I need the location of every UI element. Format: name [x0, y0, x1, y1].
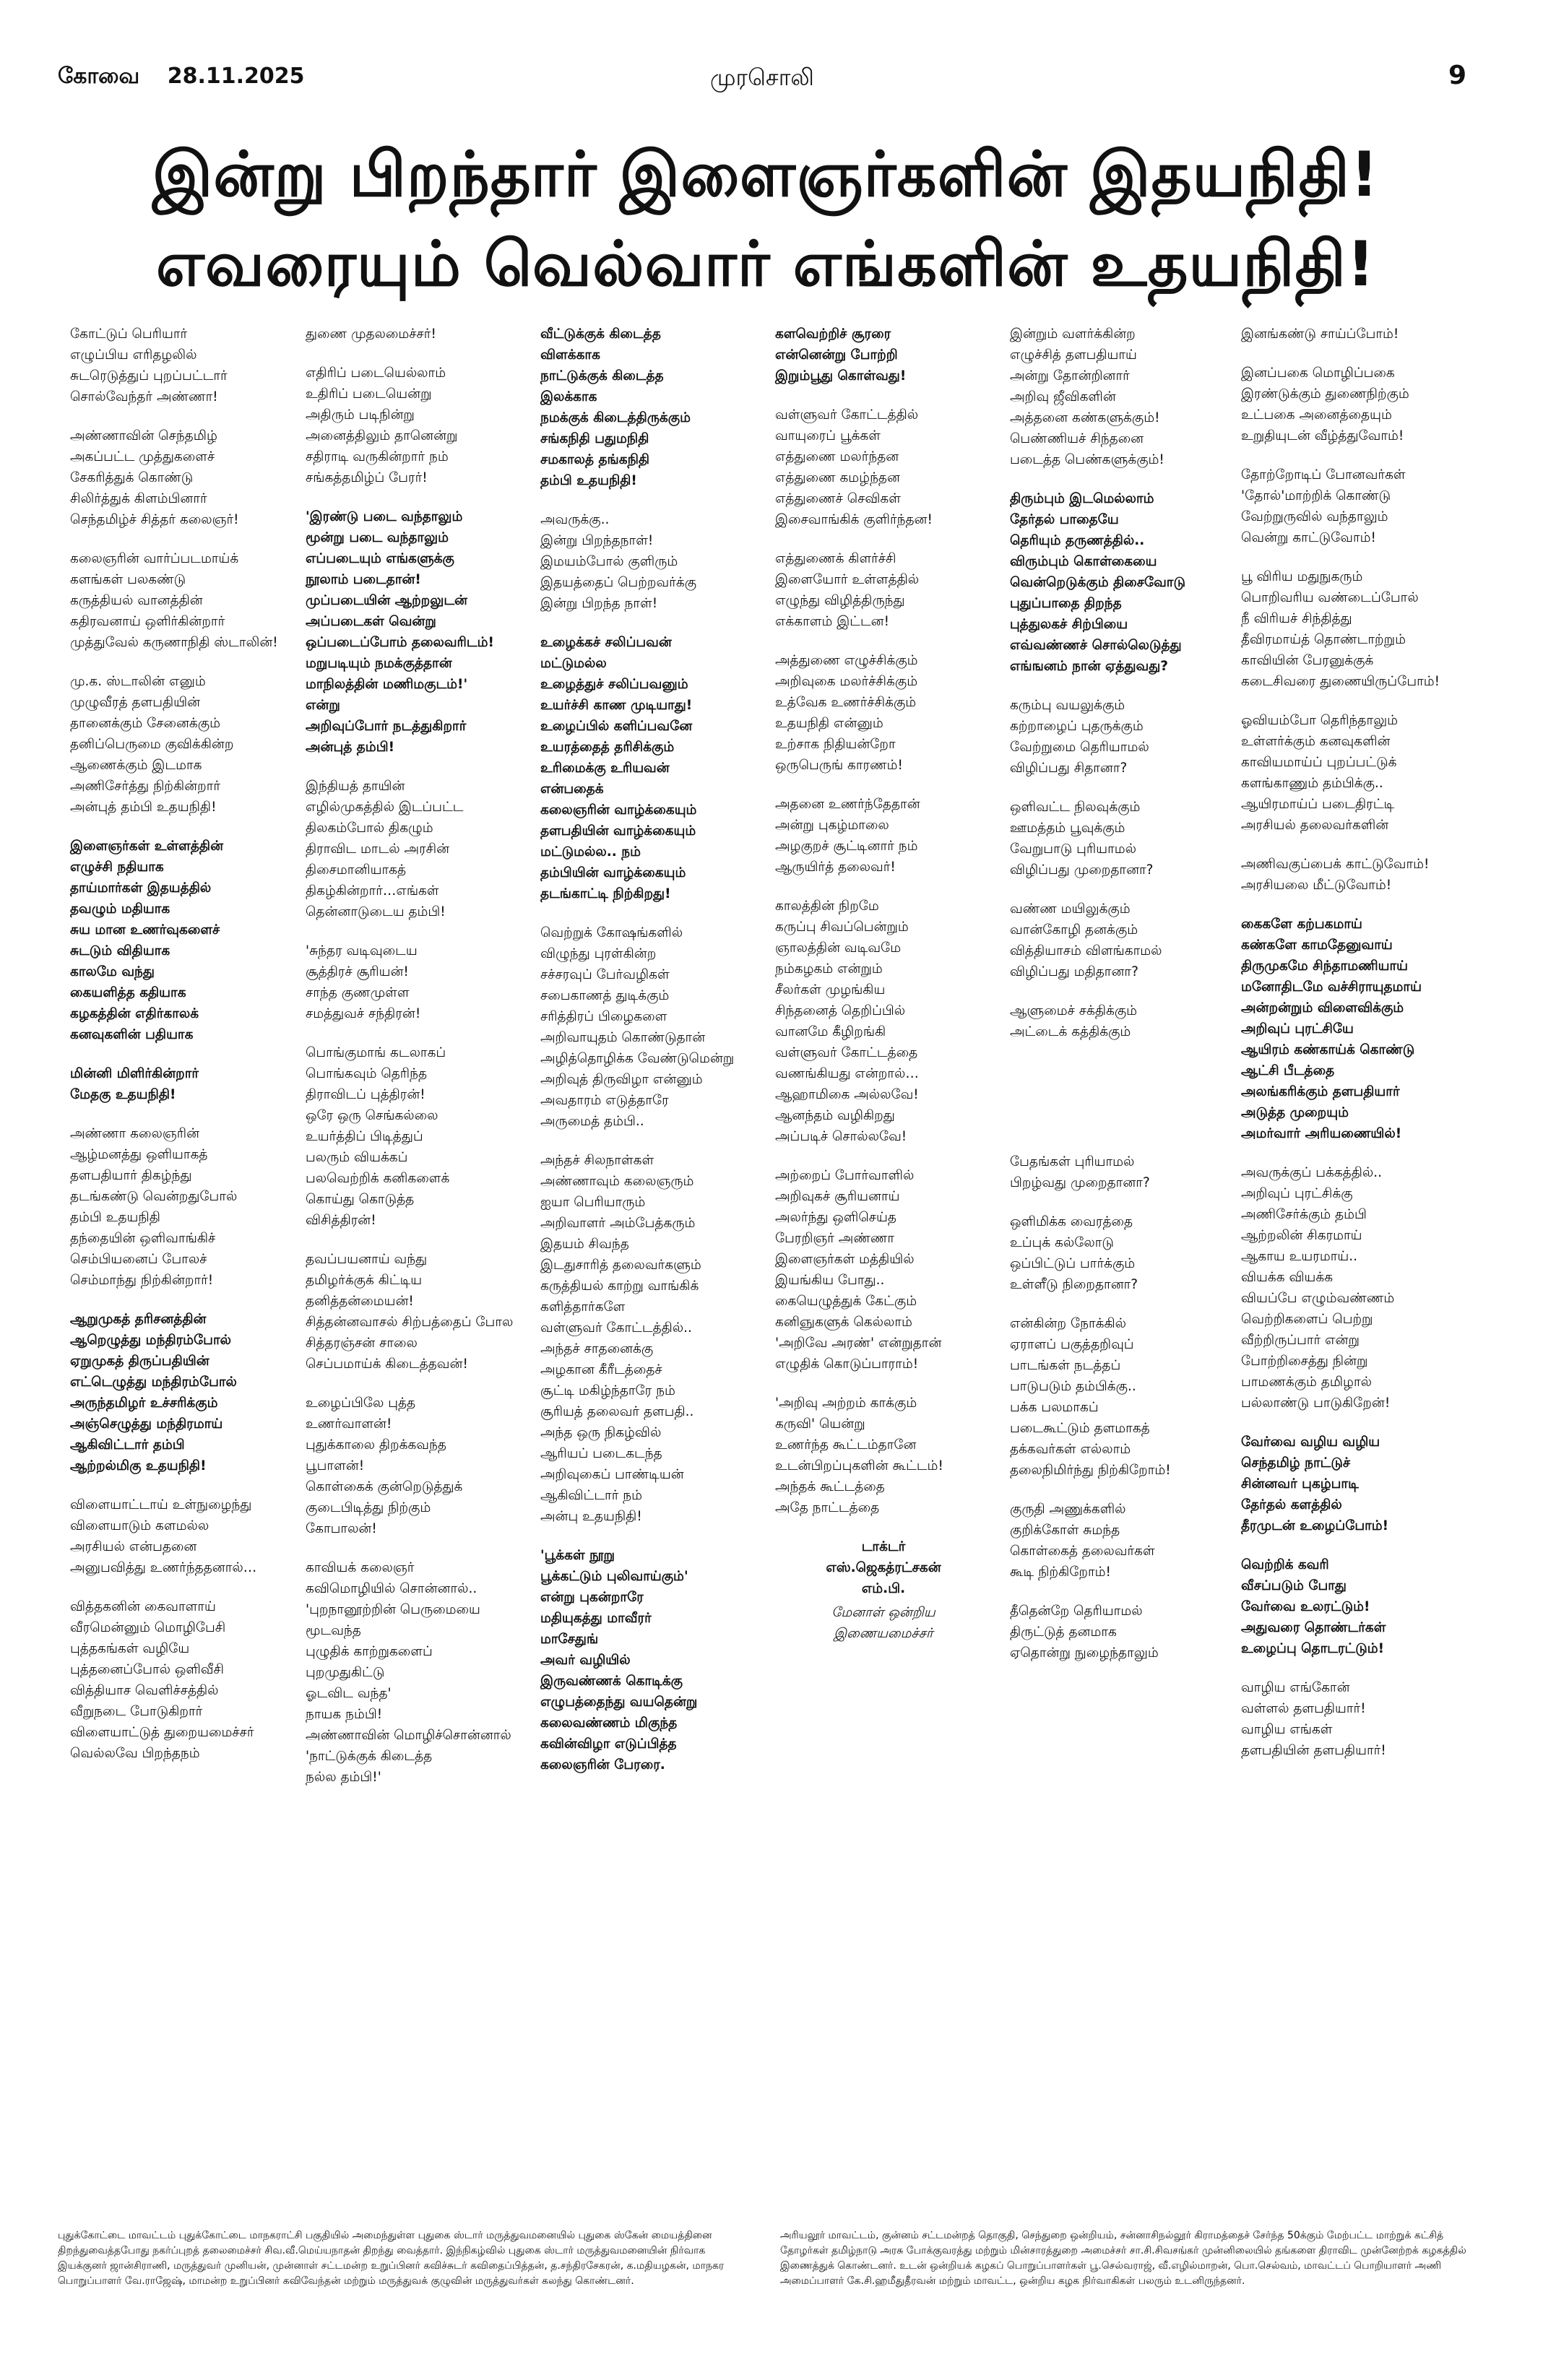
poem-stanza: குருதி அணுக்களில் குறிக்கோள் சுமந்த கொள்கைத் தலைவர்கள் கூடி நிற்கிறோம்!	[1010, 1502, 1155, 1580]
poem-stanza: தீதென்றே தெரியாமல் திருட்டுத் தனமாக ஏதொன்று நுழைந்தாலும்	[1010, 1604, 1159, 1661]
author-role: மேனாள் ஒன்றிய இணையமைச்சர்	[831, 1605, 935, 1641]
author-signature	[775, 1536, 992, 1644]
poem-stanza: உழைக்கச் சலிப்பவன் மட்டுமல்ல உழைத்துச் சலிப்பவனும் உயர்ச்சி காண முடியாது! உழைப்பில் களிப்பவனே உயரத்தைத் தரிசிக்கும் உரிமைக்கு உரியவன் என்பதைக் கலைஞரின் வாழ்க்கையும் தளபதியின் வாழ்க்கையும் மட்டுமல்ல.. நம் தம்பியின் வாழ்க்கையும் தடங்காட்டி நிற்கிறது!	[540, 635, 697, 901]
poem-stanza: கரும்பு வயலுக்கும் கற்றாழைப் புதருக்கும் வேற்றுமை தெரியாமல் விழிப்பது சிதானா?	[1010, 698, 1149, 776]
poem-stanza: 'பூக்கள் நூறு பூக்கட்டும் புலிவாய்கும்' என்று புகன்றாரே மதியுகத்து மாவீரர் மாசேதுங் அவர் வழியில் இருவண்ணக் கொடிக்கு எழுபத்தைந்து வயதென்று கலைவண்ணம் மிகுந்த கவின்விழா எடுப்பித்த கலைஞரின் பேரரை.	[540, 1548, 698, 1773]
poem-stanza: வள்ளுவர் கோட்டத்தில் வாயுரைப் பூக்கள் எத்துணை மலர்ந்தன எத்துணை கமழ்ந்தன எத்துணைச் செவிகள் இசைவாங்கிக் குளிர்ந்தன!	[775, 407, 933, 527]
page-number: 9	[1448, 61, 1466, 90]
poem-stanza: இளைஞர்கள் உள்ளத்தின் எழுச்சி நதியாக தாய்மார்கள் இதயத்தில் தவழும் மதியாக சுய மான உணர்வுகளைச் சுடடும் விதியாக காலமே வந்து கையளித்த கதியாக கழகத்தின் எதிர்காலக் கனவுகளின் பதியாக	[70, 839, 224, 1042]
poem-column-1	[70, 324, 280, 1782]
poem-stanza: தோற்றோடிப் போனவர்கள் 'தோல்'மாற்றிக் கொண்டு வேற்றுருவில் வந்தாலும் வென்று காட்டுவோம்!	[1241, 467, 1406, 545]
poem-stanza: அண்ணா கலைஞரின் ஆழ்மனத்து ஒளியாகத் தளபதியார் திகழ்ந்து தடங்கண்டு வென்றதுபோல் தம்பி உதயநிதி தந்தையின் ஒளிவாங்கிச் செம்பியனைப் போலச் செம்மாந்து நிற்கின்றார்!	[70, 1126, 238, 1288]
edition-date: 28.11.2025	[167, 64, 305, 89]
caption-left: புதுக்கோட்டை மாவட்டம் புதுக்கோட்டை மாநகராட்சி பகுதியில் அமைந்துள்ள புதுகை ஸ்டார் மருத்துவமனையில் புதுகை ஸ்கேன் மையத்தினை திறந்துவைத்தபோது நகர்ப்புறத் தலைமைச்சர் சிவ.வீ.மெய்யநாதன் திறந்து வைத்தார். இந்நிகழ்வில் புதுகை ஸ்டார் மருத்துவமனையின் நிர்வாக இயக்குனர் ஜான்சிராணி, மருத்துவர் முனியன், முன்னாள் சட்டமன்ற உறுப்பினர் கவிச்சுடர் கவிதைப்பித்தன், த.சந்திரசேகரன், க.மதியழகன், மாநகர பொறுப்பாளர் வே.ராஜேஷ், மாமன்ற உறுப்பினர் கவிவேந்தன் மற்றும் மருத்துவக் குழுவின் மருத்துவர்கள் கலந்து கொண்டனர்.	[58, 2230, 725, 2287]
poem-stanza: அணிவகுப்பைக் காட்டுவோம்! அரசியலை மீட்டுவோம்!	[1241, 857, 1430, 893]
poem-stanza: துணை முதலமைச்சர்!	[306, 326, 436, 342]
poem-stanza: வெற்றுக் கோஷங்களில் விழுந்து புரள்கின்ற சச்சரவுப் பேர்வழிகள் சபைகாணத் துடிக்கும் சரித்திரப் பிழைகளை அறிவாயுதம் கொண்டுதான் அழித்தொழிக்க வேண்டுமென்று அறிவுத் திருவிழா என்னும் அவதாரம் எடுத்தாரே அருமைத் தம்பி..	[540, 925, 735, 1129]
poem-stanza: அந்தச் சிலநாள்கள் அண்ணாவும் கலைஞரும் ஐயா பெரியாரும் அறிவாளர் அம்பேத்கரும் இதயம் சிவந்த இடதுசாரித் தலைவர்களும் கருத்தியல் காற்று வாங்கிக் களித்தார்களே வள்ளுவர் கோட்டத்தில்.. அந்தச் சாதனைக்கு அழகான கீரீடத்தைச் சூட்டி மகிழ்ந்தாரே நம் சூரியத் தலைவர் தளபதி.. அந்த ஒரு நிகழ்வில் ஆரியப் படைகடந்த அறிவுகைப் பாண்டியன் ஆகிவிட்டார் நம் அன்பு உதயநிதி!	[540, 1153, 701, 1524]
poem-stanza: வித்தகனின் கைவாளாய் வீரமென்னும் மொழிபேசி புத்தகங்கள் வழியே புத்தனைப்போல் ஒளிவீசி வித்தியாச வெளிச்சத்தில் வீறுநடை போடுகிறார் விளையாட்டுத் துறையமைச்சர் வெல்லவே பிறந்தநம்	[70, 1599, 254, 1761]
poem-stanza: இனப்பகை மொழிப்பகை இரண்டுக்கும் துணைநிற்கும் உட்பகை அனைத்தையும் உறுதியுடன் வீழ்த்துவோம்!	[1241, 365, 1409, 443]
poem-column-3	[540, 324, 757, 1793]
poem-stanza: வாழிய எங்கோன் வள்ளல் தளபதியார்! வாழிய எங்கள் தளபதியின் தளபதியார்!	[1241, 1680, 1386, 1758]
poem-stanza: ஒளிமிக்க வைரத்தை உப்புக் கல்லோடு ஒப்பிட்டுப் பார்க்கும் உள்ளீடு நிறைதானா?	[1010, 1214, 1138, 1292]
poem-stanza: வெற்றிக் கவரி வீசப்படும் போது வேர்வை உலரட்டும்! அதுவரை தொண்டர்கள் உழைப்பு தொடரட்டும்!	[1241, 1557, 1386, 1656]
poem-stanza: மின்னி மிளிர்கின்றார் மேதகு உதயநிதி!	[70, 1066, 199, 1102]
poem-stanza: களவெற்றிச் சூரரை என்னென்று போற்றி இறும்பூது கொள்வது!	[775, 326, 907, 384]
poem-stanza: வண்ண மயிலுக்கும் வான்கோழி தனக்கும் வித்தியாசம் விளங்காமல் விழிப்பது மதிதானா?	[1010, 901, 1162, 979]
poem-stanza: கைகளே கற்பகமாய் கண்களே காமதேனுவாய் திருமுகமே சிந்தாமணியாய் மனோதிடமே வச்சிராயுதமாய் அன்றன்றும் விளைவிக்கும் அறிவுப் புரட்சியே ஆயிரம் கண்காய்க் கொண்டு ஆட்சி பீடத்தை அலங்கரிக்கும் தளபதியார் அடுத்த முறையும் அமர்வார் அரியணையில்!	[1241, 917, 1422, 1141]
poem-stanza: எதிரிப் படையெல்லாம் உதிரிப் படையென்று அதிரும் படிநின்று அனைத்திலும் தானென்று சதிராடி வருகின்றார் நம் சங்கத்தமிழ்ப் பேரர்!	[306, 365, 458, 485]
poem-columns	[0, 324, 1543, 2216]
poem-stanza: உழைப்பிலே புத்த உணர்வாளன்! புதுக்காலை திறக்கவந்த பூபாளன்! கொள்கைக் குன்றெடுத்துக் குடைபிடித்து நிற்கும் கோபாலன்!	[306, 1395, 463, 1536]
edition-place: கோவை	[58, 64, 140, 89]
poem-stanza: திரும்பும் இடமெல்லாம் தேர்தல் பாதையே தெரியும் தருணத்தில்.. விரும்பும் கொள்கையை வென்றெடுக்கும் திசைவோடு புதுப்பாதை திறந்த புத்துலகச் சிற்பியை எவ்வண்ணச் சொல்லெடுத்து எங்ஙனம் நான் ஏத்துவது?	[1010, 491, 1185, 674]
poem-stanza: ஆளுமைச் சக்திக்கும் அட்டைக் கத்திக்கும்	[1010, 1003, 1138, 1039]
poem-stanza: 'அறிவு அற்றம் காக்கும் கருவி' யென்று உணர்ந்த கூட்டம்தானே உடன்பிறப்புகளின் கூட்டம்! அந்தக் கூட்டத்தை அதே நாட்டத்தை	[775, 1395, 943, 1515]
poem-stanza: பேதங்கள் புரியாமல் பிறழ்வது முறைதானா?	[1010, 1154, 1150, 1190]
poem-stanza: பொங்குமாங் கடலாகப் பொங்கவும் தெரிந்த திராவிடப் புத்திரன்! ஒரே ஒரு செங்கல்லை உயர்த்திப் பிடித்துப் பலரும் வியக்கப் பலவெற்றிக் கனிகளைக் கொய்து கொடுத்த விசித்திரன்!	[306, 1045, 450, 1228]
poem-column-6	[1241, 324, 1472, 1779]
poem-stanza: ஓவியம்போ தெரிந்தாலும் உள்ளர்க்கும் கனவுகளின் காவியமாய்ப் புறப்பட்டுக் களங்காணும் தம்பிக்கு.. ஆயிரமாய்ப் படைதிரட்டி அரசியல் தலைவர்களின்	[1241, 713, 1399, 833]
poem-stanza: அத்துணை எழுச்சிக்கும் அறிவுகை மலர்ச்சிக்கும் உத்வேக உணர்ச்சிக்கும் உதயநிதி என்னும் உற்சாக நிதியன்றோ ஒருபெருங் காரணம்!	[775, 653, 918, 773]
poem-stanza: வீட்டுக்குக் கிடைத்த விளக்காக நாட்டுக்குக் கிடைத்த இலக்காக நமக்குக் கிடைத்திருக்கும் சங்கநிதி பதுமநிதி சமகாலத் தங்கநிதி தம்பி உதயநிதி!	[540, 326, 691, 488]
poem-stanza: 'இரண்டு படை வந்தாலும் மூன்று படை வந்தாலும் எப்படையும் எங்களுக்கு நூலாம் படைதான்! முப்படையின் ஆற்றலுடன் அப்படைகள் வென்று ஒப்படைப்போம் தலைவரிடம்! மறுபடியும் நமக்குத்தான் மாநிலத்தின் மணிமகுடம்!' என்று அறிவுப்போர் நடத்துகிறார் அன்புத் தம்பி!	[306, 509, 494, 755]
poem-stanza: பூ விரிய மதுநுகரும் பொறிவரிய வண்டைப்போல் நீ விரியச் சிந்தித்து தீவிரமாய்த் தொண்டாற்றும் காவியின் பேரனுக்குக் கடைசிவரை துணையிருப்போம்!	[1241, 569, 1440, 689]
poem-stanza: அவருக்குப் பக்கத்தில்.. அறிவுப் புரட்சிக்கு அணிசேர்க்கும் தம்பி ஆற்றலின் சிகரமாய் ஆகாய உயரமாய்.. வியக்க வியக்க வியப்பே எழும்வண்ணம் வெற்றிகளைப் பெற்று வீற்றிருப்பார் என்று போற்றிசைத்து நின்று பாமணக்கும் தமிழால் பல்லாண்டு பாடுகிறேன்!	[1241, 1165, 1395, 1411]
poem-stanza: வேர்வை வழிய வழிய செந்தமிழ் நாட்டுச் சின்னவர் புகழ்பாடி தேர்தல் களத்தில் தீரமுடன் உழைப்போம்!	[1241, 1435, 1389, 1533]
column-gap	[1010, 1060, 1227, 1151]
poem-stanza: அற்றைப் போர்வாளில் அறிவுகச் சூரியனாய் அலர்ந்து ஒளிசெய்த பேரறிஞர் அண்ணா இளைஞர்கள் மத்தியில் இயங்கிய போது.. கையெழுத்துக் கேட்கும் கனிஞுகளுக் கெல்லாம் 'அறிவே அரண்' என்றுதான் எழுதிக் கொடுப்பாராம்!	[775, 1168, 942, 1372]
author-name: டாக்டர் எஸ்.ஜெகத்ரட்சகன் எம்.பி.	[826, 1539, 941, 1596]
poem-stanza: இனங்கண்டு சாய்ப்போம்!	[1241, 326, 1399, 342]
poem-stanza: காவியக் கலைஞர் கவிமொழியில் சொன்னால்.. 'புறநானூற்றின் பெருமையை மூடவந்த புழுதிக் காற்றுகளைப் புறமுதுகிட்டு ஓடவிட வந்த' நாயக நம்பி! அண்ணாவின் மொழிச்சொன்னால் 'நாட்டுக்குக் கிடைத்த நல்ல தம்பி!'	[306, 1560, 511, 1785]
newspaper-name: முரசொலி	[710, 64, 814, 91]
poem-stanza: காலத்தின் நிறமே கருப்பு சிவப்பென்றும் ஞாலத்தின் வடிவமே நம்கழகம் என்றும் சீலர்கள் முழங்கிய சிந்தனைத் தெறிப்பில் வானமே கீழிறங்கி வள்ளுவர் கோட்டத்தை வணங்கியது என்றால்… ஆஹாமிகை அல்லவே! ஆனந்தம் வழிகிறது அப்படிச் சொல்லவே!	[775, 899, 919, 1144]
headline-line-2: எவரையும் வெல்வார் எங்களின் உதயநிதி!	[155, 228, 1376, 300]
headline-line-1: இன்று பிறந்தார் இளைஞர்களின் இதயநிதி!	[152, 139, 1380, 211]
poem-stanza: அண்ணாவின் செந்தமிழ் அகப்பட்ட முத்துகளைச் சேகரித்துக் கொண்டு சிலிர்த்துக் கிளம்பினார் செந்தமிழ்ச் சித்தர் கலைஞர்!	[70, 428, 239, 527]
poem-stanza: இன்றும் வளர்க்கின்ற எழுச்சித் தளபதியாய் அன்று தோன்றினார் அறிவு ஜீவிகளின் அத்தனை கண்களுக்கும்! பெண்ணியச் சிந்தனை படைத்த பெண்களுக்கும்!	[1010, 326, 1164, 467]
page-header	[58, 61, 1466, 101]
poem-stanza: எத்துணைக் கிளர்ச்சி இளையோர் உள்ளத்தில் எழுந்து விழித்திருந்து எக்காளம் இட்டன!	[775, 551, 920, 629]
poem-stanza: 'சுந்தர வடிவுடைய சூத்திரச் சூரியன்! சாந்த குணமுள்ள சமத்துவச் சந்திரன்!	[306, 943, 421, 1021]
poem-stanza: கலைஞரின் வார்ப்படமாய்க் களங்கள் பலகண்டு கருத்தியல் வானத்தின் கதிரவனாய் ஒளிர்கின்றார் முத்துவேல் கருணாநிதி ஸ்டாலின்!	[70, 551, 278, 650]
poem-stanza: விளையாட்டாய் உள்நுழைந்து விளையாடும் களமல்ல அரசியல் என்பதனை அனுபவித்து உணர்ந்ததனால்…	[70, 1497, 257, 1575]
poem-stanza: அதனை உணர்ந்தேதான் அன்று புகழ்மாலை அழகுறச் சூட்டினார் நம் ஆருயிர்த் தலைவர்!	[775, 797, 920, 875]
poem-stanza: இந்தியத் தாயின் எழில்முகத்தில் இடப்பட்ட திலகம்போல் திகழும் திராவிட மாடல் அரசின் திசைமானியாகத் திகழ்கின்றார்…எங்கள் தென்னாடுடைய தம்பி!	[306, 779, 464, 919]
poem-stanza: கோட்டுப் பெரியார் எழுப்பிய எரிதழலில் சுடரெடுத்துப் புறப்பட்டார் சொல்வேந்தர் அண்ணா!	[70, 326, 228, 404]
poem-column-5	[1010, 324, 1227, 1682]
poem-stanza: தவப்பயனாய் வந்து தமிழர்க்குக் கிட்டிய தனித்தன்மையன்! சித்தன்னவாசல் சிற்பத்தைப் போல சித்தரஞ்சன் சாலை செப்பமாய்க் கிடைத்தவன்!	[306, 1252, 514, 1372]
poem-column-2	[306, 324, 522, 1806]
poem-stanza: மு.க. ஸ்டாலின் எனும் முழுவீரத் தளபதியின் தானைக்கும் சேனைக்கும் தனிப்பெருமை குவிக்கின்ற ஆணைக்கும் இடமாக அணிசேர்த்து நிற்கின்றார் அன்புத் தம்பி உதயநிதி!	[70, 674, 234, 815]
poem-stanza: ஒளிவட்ட நிலவுக்கும் ஊமத்தம் பூவுக்கும் வேறுபாடு புரியாமல் விழிப்பது முறைதானா?	[1010, 800, 1154, 878]
caption-right: அரியலூர் மாவட்டம், குன்னம் சட்டமன்றத் தொகுதி, செந்துறை ஒன்றியம், சன்னாசிநல்லூர் கிராமத்தைச் சேர்ந்த 50க்கும் மேற்பட்ட மாற்றுக் கட்சித் தோழர்கள் தமிழ்நாடு அரசு போக்குவரத்து மற்றும் மின்சாரத்துறை அமைச்சர் சா.சி.சிவசங்கர் முன்னிலையில் தங்களை திராவிட முன்னேற்றக் கழகத்தில் இணைத்துக் கொண்டனர். உடன் ஒன்றியக் கழகப் பொறுப்பாளர்கள் பூ.செல்வராஜ், வீ.எழில்மாறன், பொ.செல்வம், மாவட்டப் பொறியாளர் அணி அமைப்பாளர் கே.சி.ஹமீதுதீரவன் மற்றும் மாவட்ட, ஒன்றிய கழக நிர்வாகிகள் பலரும் உடனிருந்தனர்.	[780, 2230, 1466, 2287]
poem-stanza: ஆறுமுகத் தரிசனத்தின் ஆறெழுத்து மந்திரம்போல் ஏறுமுகத் திருப்பதியின் எட்டெழுத்து மந்திரம்போல் அருந்தமிழர் உச்சரிக்கும் அஞ்செழுத்து மந்திரமாய் ஆகிவிட்டார் தம்பி ஆற்றல்மிகு உதயநிதி!	[70, 1312, 237, 1474]
poem-stanza: என்கின்ற நோக்கில் ஏராளப் பகுத்தறிவுப் பாடங்கள் நடத்தப் பாடுபடும் தம்பிக்கு.. பக்க பலமாகப் படைகூட்டும் தளமாகத் தக்கவர்கள் எல்லாம் தலைநிமிர்ந்து நிற்கிறோம்!	[1010, 1316, 1171, 1478]
poem-stanza: அவருக்கு.. இன்று பிறந்தநாள்! இமயம்போல் குளிரும் இதயத்தைப் பெற்றவர்க்கு இன்று பிறந்த நாள்!	[540, 512, 697, 611]
headline	[43, 130, 1488, 309]
poem-column-4	[775, 324, 992, 1644]
